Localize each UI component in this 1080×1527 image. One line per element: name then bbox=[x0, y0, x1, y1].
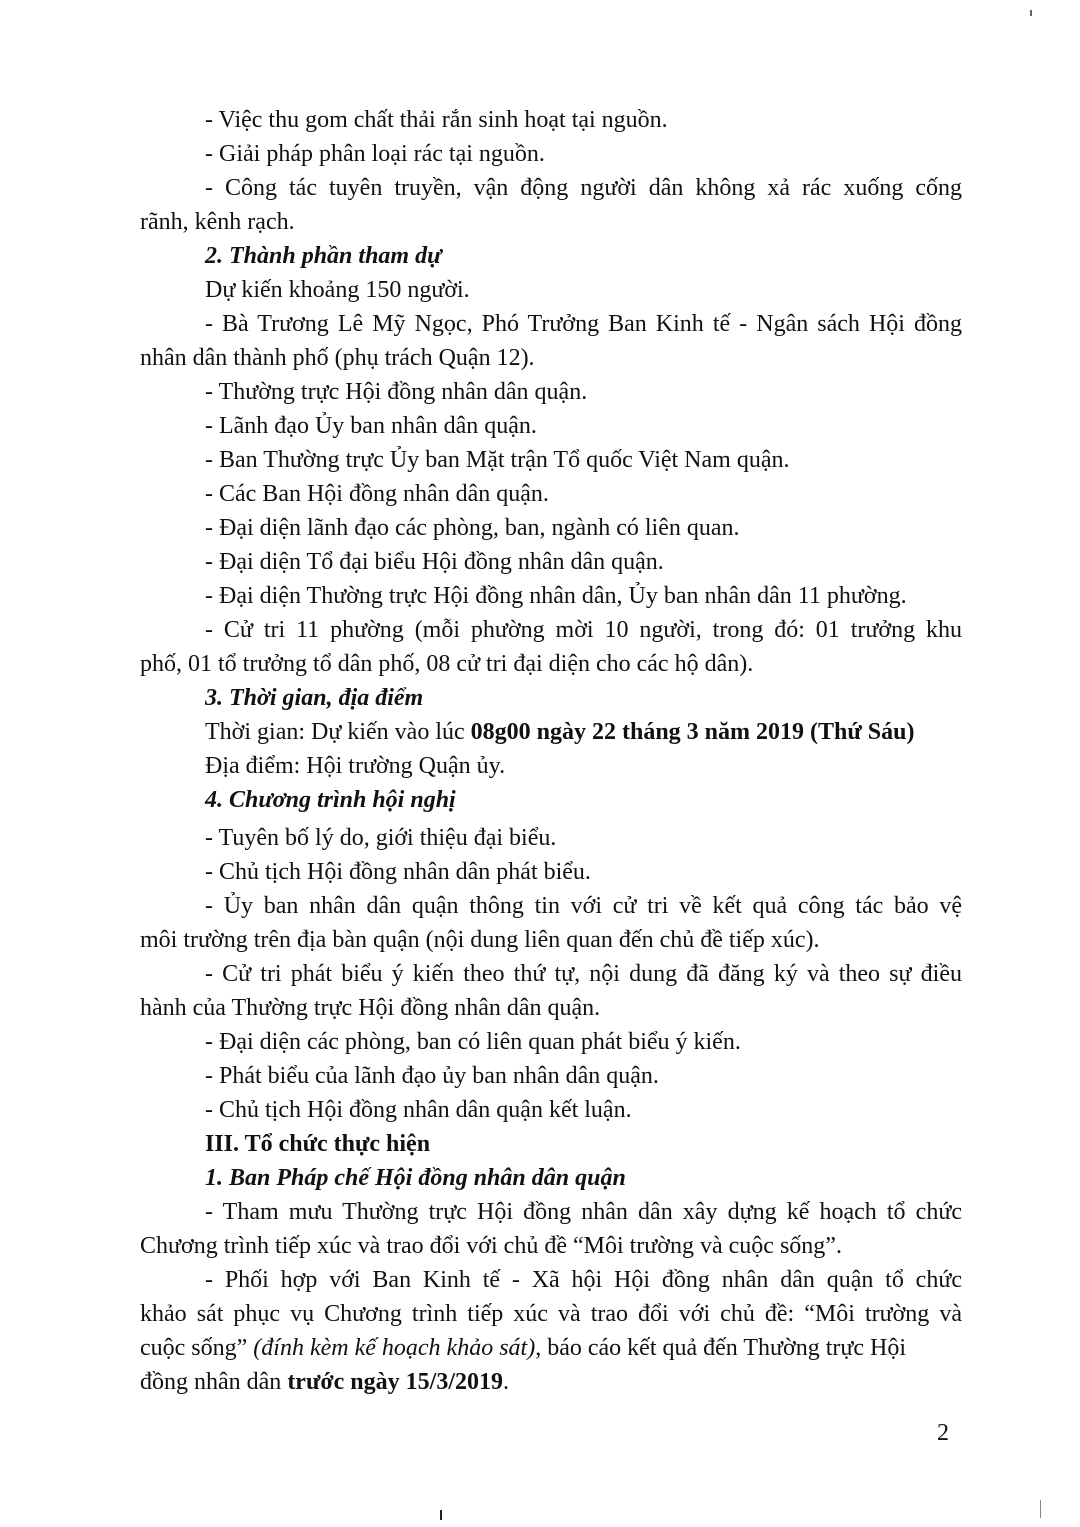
text-run: , báo cáo kết quả đến Thường trực Hội bbox=[535, 1335, 907, 1361]
time-value: 08g00 ngày 22 tháng 3 năm 2019 (Thứ Sáu) bbox=[470, 719, 915, 745]
text-line: - Tham mưu Thường trực Hội đồng nhân dân xây dựng kế hoạch tổ chức bbox=[205, 1199, 962, 1225]
text-line: - Chủ tịch Hội đồng nhân dân phát biểu. bbox=[205, 859, 591, 885]
text-line: - Thường trực Hội đồng nhân dân quận. bbox=[205, 379, 588, 405]
text-line: - Đại diện Thường trực Hội đồng nhân dân, Ủy ban nhân dân 11 phường. bbox=[205, 583, 907, 609]
text-line: - Đại diện các phòng, ban có liên quan phát biểu ý kiến. bbox=[205, 1029, 741, 1055]
text-run: cuộc sống” bbox=[140, 1335, 254, 1361]
text-line: - Ban Thường trực Ủy ban Mặt trận Tổ quốc Việt Nam quận. bbox=[205, 447, 790, 473]
text-line: - Cử tri phát biểu ý kiến theo thứ tự, nội dung đã đăng ký và theo sự điều bbox=[205, 961, 962, 987]
section-heading: 1. Ban Pháp chế Hội đồng nhân dân quận bbox=[205, 1165, 626, 1191]
section-heading: 2. Thành phần tham dự bbox=[205, 243, 442, 269]
text-line: - Đại diện lãnh đạo các phòng, ban, ngành có liên quan. bbox=[205, 515, 740, 541]
section-heading: 4. Chương trình hội nghị bbox=[205, 787, 456, 813]
text-line: Địa điểm: Hội trường Quận ủy. bbox=[205, 753, 506, 779]
text-line bbox=[140, 1366, 962, 1398]
section-heading: 3. Thời gian, địa điểm bbox=[205, 685, 424, 711]
text-line bbox=[205, 716, 962, 748]
deadline: trước ngày 15/3/2019 bbox=[287, 1369, 503, 1395]
text-line: Dự kiến khoảng 150 người. bbox=[205, 277, 470, 303]
section-heading: III. Tổ chức thực hiện bbox=[205, 1131, 431, 1157]
text-line: - Phát biểu của lãnh đạo ủy ban nhân dân quận. bbox=[205, 1063, 659, 1089]
text-line: khảo sát phục vụ Chương trình tiếp xúc và trao đổi với chủ đề: “Môi trường và bbox=[140, 1301, 962, 1327]
text-line: - Lãnh đạo Ủy ban nhân dân quận. bbox=[205, 413, 537, 439]
text-run: . bbox=[502, 1369, 509, 1395]
scan-mark bbox=[440, 1510, 442, 1520]
text-line: - Đại diện Tổ đại biểu Hội đồng nhân dân quận. bbox=[205, 549, 664, 575]
text-line: hành của Thường trực Hội đồng nhân dân quận. bbox=[140, 995, 601, 1021]
text-line: - Cử tri 11 phường (mỗi phường mời 10 người, trong đó: 01 trưởng khu bbox=[205, 617, 962, 643]
text-line bbox=[140, 1332, 962, 1364]
text-line: nhân dân thành phố (phụ trách Quận 12). bbox=[140, 345, 535, 371]
text-line: môi trường trên địa bàn quận (nội dung liên quan đến chủ đề tiếp xúc). bbox=[140, 927, 820, 953]
text-line: - Ủy ban nhân dân quận thông tin với cử tri về kết quả công tác bảo vệ bbox=[205, 893, 962, 919]
text-run: đồng nhân dân bbox=[140, 1369, 288, 1395]
scan-mark bbox=[1040, 1500, 1041, 1518]
text-line: - Chủ tịch Hội đồng nhân dân quận kết luận. bbox=[205, 1097, 632, 1123]
text-line: - Tuyên bố lý do, giới thiệu đại biểu. bbox=[205, 825, 557, 851]
text-line: - Bà Trương Lê Mỹ Ngọc, Phó Trưởng Ban Kinh tế - Ngân sách Hội đồng bbox=[205, 311, 962, 337]
text-line: - Công tác tuyên truyền, vận động người dân không xả rác xuống cống bbox=[205, 175, 962, 201]
text-line: - Giải pháp phân loại rác tại nguồn. bbox=[205, 141, 545, 167]
time-label: Thời gian: Dự kiến vào lúc bbox=[205, 719, 471, 745]
page-number: 2 bbox=[937, 1420, 949, 1446]
text-line: - Phối hợp với Ban Kinh tế - Xã hội Hội đồng nhân dân quận tổ chức bbox=[205, 1267, 962, 1293]
text-line: - Việc thu gom chất thải rắn sinh hoạt tại nguồn. bbox=[205, 107, 668, 133]
italic-note: (đính kèm kế hoạch khảo sát) bbox=[253, 1335, 536, 1361]
text-line: phố, 01 tổ trưởng tổ dân phố, 08 cử tri đại diện cho các hộ dân). bbox=[140, 651, 754, 677]
text-line: Chương trình tiếp xúc và trao đổi với chủ đề “Môi trường và cuộc sống”. bbox=[140, 1233, 842, 1259]
scan-mark bbox=[1030, 10, 1032, 16]
text-line: - Các Ban Hội đồng nhân dân quận. bbox=[205, 481, 549, 507]
text-line: rãnh, kênh rạch. bbox=[140, 209, 295, 235]
